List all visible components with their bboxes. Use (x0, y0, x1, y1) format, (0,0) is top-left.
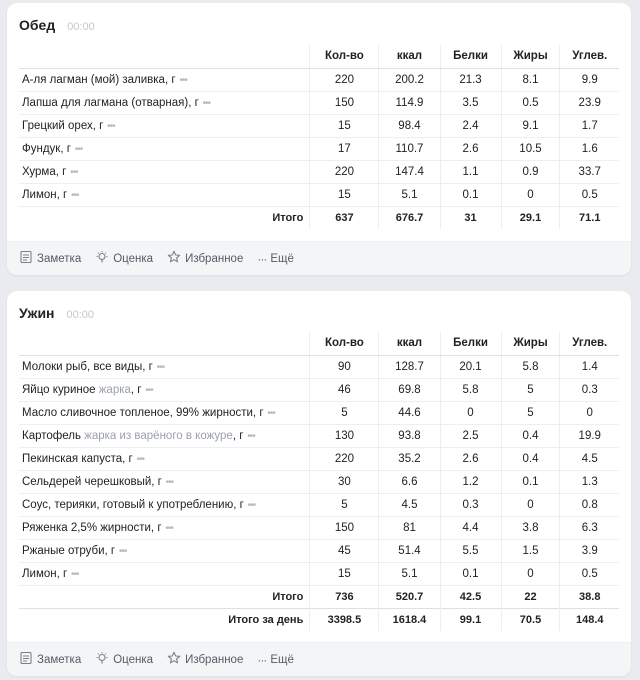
cell-protein: 2.6 (440, 447, 501, 470)
table-row[interactable] (19, 160, 619, 183)
column-header-fat: Жиры (501, 45, 560, 68)
note-icon (19, 250, 33, 267)
cell-protein: 20.1 (440, 355, 501, 378)
total-row-carbs: 38.8 (560, 585, 619, 608)
cell-kcal: 35.2 (379, 447, 440, 470)
rating-button[interactable] (95, 250, 153, 267)
cell-kcal: 44.6 (379, 401, 440, 424)
cell-fat: 10.5 (501, 137, 560, 160)
more-button[interactable] (257, 252, 294, 266)
cell-carbs: 0.5 (560, 562, 619, 585)
column-header-protein: Белки (440, 45, 501, 68)
cell-qty[interactable]: 150 (310, 91, 379, 114)
food-name-cell[interactable] (19, 470, 310, 493)
lightbulb-icon (95, 250, 109, 267)
cell-carbs: 0.8 (560, 493, 619, 516)
cell-protein: 4.4 (440, 516, 501, 539)
more-label: Ещё (270, 653, 294, 666)
cell-carbs: 19.9 (560, 424, 619, 447)
cell-fat: 0.4 (501, 424, 560, 447)
column-header-name (19, 332, 310, 355)
rating-button[interactable] (95, 651, 153, 668)
cell-protein: 2.4 (440, 114, 501, 137)
ellipsis-icon: ··· (257, 251, 267, 266)
favorite-label: Избранное (185, 252, 244, 265)
meal-actions (7, 241, 631, 275)
favorite-button[interactable] (167, 250, 243, 267)
cell-qty[interactable]: 5 (310, 493, 379, 516)
food-name-cell[interactable] (19, 91, 310, 114)
total-row (19, 206, 619, 229)
cell-carbs: 23.9 (560, 91, 619, 114)
day-total-row-qty: 3398.5 (310, 608, 379, 631)
cell-fat: 5 (501, 378, 560, 401)
item-menu-dots-icon[interactable]: ••• (177, 74, 187, 86)
cell-kcal: 5.1 (379, 183, 440, 206)
favorite-button[interactable] (167, 651, 243, 668)
cell-carbs: 33.7 (560, 160, 619, 183)
cell-qty[interactable]: 30 (310, 470, 379, 493)
cell-kcal: 93.8 (379, 424, 440, 447)
cell-qty[interactable]: 220 (310, 68, 379, 91)
more-button[interactable] (257, 653, 294, 667)
food-name: Хурма, г (22, 165, 67, 178)
cell-kcal: 5.1 (379, 562, 440, 585)
cell-kcal: 98.4 (379, 114, 440, 137)
more-label: Ещё (270, 252, 294, 265)
table-row[interactable] (19, 114, 619, 137)
cell-fat: 8.1 (501, 68, 560, 91)
cell-qty[interactable]: 15 (310, 562, 379, 585)
cell-kcal: 51.4 (379, 539, 440, 562)
total-row-label: Итого (272, 590, 304, 603)
cell-protein: 0.1 (440, 562, 501, 585)
cell-fat: 0.1 (501, 470, 560, 493)
day-total-row-label: Итого за день (19, 608, 310, 631)
star-icon (167, 651, 181, 668)
cell-carbs: 0.3 (560, 378, 619, 401)
favorite-label: Избранное (185, 653, 244, 666)
unit-suffix: , г (232, 429, 244, 442)
table-header-row (19, 332, 619, 355)
column-header-fat: Жиры (501, 332, 560, 355)
food-name-cell[interactable] (19, 183, 310, 206)
day-total-row (19, 608, 619, 631)
cell-carbs: 3.9 (560, 539, 619, 562)
food-name-cell[interactable] (19, 68, 310, 91)
food-table (19, 45, 619, 229)
cell-protein: 3.5 (440, 91, 501, 114)
column-header-qty: Кол-во (310, 45, 379, 68)
food-name: Лимон, г (22, 567, 68, 580)
cell-protein: 1.1 (440, 160, 501, 183)
food-name-cell[interactable] (19, 424, 310, 447)
cell-qty[interactable]: 15 (310, 183, 379, 206)
total-row-carbs: 71.1 (560, 206, 619, 229)
food-name-cell[interactable] (19, 516, 310, 539)
food-name-cell[interactable] (19, 160, 310, 183)
star-icon (167, 250, 181, 267)
item-menu-dots-icon[interactable]: ••• (265, 407, 275, 419)
total-row-kcal: 676.7 (379, 206, 440, 229)
food-name: Масло сливочное топленое, 99% жирности, г (22, 406, 264, 419)
cell-fat: 0.4 (501, 447, 560, 470)
item-menu-dots-icon[interactable]: ••• (72, 143, 83, 155)
food-name: Грецкий орех, г (22, 119, 104, 132)
item-menu-dots-icon[interactable]: ••• (134, 453, 144, 465)
total-row-fat: 22 (501, 585, 560, 608)
meal-header (19, 305, 94, 321)
cell-fat: 5.8 (501, 355, 560, 378)
meal-time[interactable]: 00:00 (66, 309, 95, 321)
ellipsis-icon: ··· (257, 652, 267, 667)
note-button[interactable] (19, 651, 81, 668)
food-name: Соус, терияки, готовый к употреблению, г (22, 498, 244, 511)
cell-carbs: 4.5 (560, 447, 619, 470)
food-name-cell[interactable] (19, 539, 310, 562)
cell-qty[interactable]: 130 (310, 424, 379, 447)
cell-kcal: 6.6 (379, 470, 440, 493)
cooking-method: жарка из варёного в кожуре (84, 429, 233, 442)
item-menu-dots-icon[interactable]: ••• (163, 522, 173, 534)
table-row[interactable] (19, 355, 619, 378)
table-row[interactable] (19, 424, 619, 447)
table-header-row (19, 45, 619, 68)
total-row-fat: 29.1 (501, 206, 560, 229)
cell-fat: 9.1 (501, 114, 560, 137)
cell-kcal: 81 (379, 516, 440, 539)
food-name-cell[interactable] (19, 447, 310, 470)
food-name-cell[interactable] (19, 493, 310, 516)
cell-carbs: 1.4 (560, 355, 619, 378)
total-row (19, 585, 619, 608)
rating-label: Оценка (113, 252, 154, 265)
unit-suffix: , г (130, 383, 142, 396)
item-menu-dots-icon[interactable]: ••• (68, 166, 78, 178)
total-row-protein: 31 (440, 206, 501, 229)
cell-kcal: 200.2 (379, 68, 440, 91)
cell-qty[interactable]: 17 (310, 137, 379, 160)
cell-fat: 0 (501, 562, 560, 585)
food-rows (19, 68, 619, 229)
total-row-protein: 42.5 (440, 585, 501, 608)
cell-fat: 1.5 (501, 539, 560, 562)
cell-kcal: 110.7 (379, 137, 440, 160)
total-row-label: Итого (272, 211, 304, 224)
table-row[interactable] (19, 470, 619, 493)
item-menu-dots-icon[interactable]: ••• (105, 120, 115, 132)
cell-fat: 0 (501, 183, 560, 206)
cooking-method: жарка (98, 383, 131, 396)
column-header-qty: Кол-во (310, 332, 379, 355)
food-rows (19, 355, 619, 631)
lightbulb-icon (95, 651, 109, 668)
table-row[interactable] (19, 539, 619, 562)
cell-protein: 5.8 (440, 378, 501, 401)
cell-fat: 0 (501, 493, 560, 516)
food-name: А-ля лагман (мой) заливка, г (22, 73, 176, 86)
food-name: Яйцо куриное (22, 383, 96, 396)
day-total-row-carbs: 148.4 (560, 608, 619, 631)
cell-protein: 0 (440, 401, 501, 424)
day-total-row-fat: 70.5 (501, 608, 560, 631)
total-row-kcal: 520.7 (379, 585, 440, 608)
table-row[interactable] (19, 516, 619, 539)
cell-fat: 3.8 (501, 516, 560, 539)
food-name-cell[interactable] (19, 562, 310, 585)
rating-label: Оценка (113, 653, 154, 666)
cell-qty[interactable]: 90 (310, 355, 379, 378)
item-menu-dots-icon[interactable]: ••• (117, 545, 127, 557)
meal-card-lunch (7, 3, 631, 275)
food-name: Ряженка 2,5% жирности, г (22, 521, 162, 534)
cell-qty[interactable]: 5 (310, 401, 379, 424)
item-menu-dots-icon[interactable]: ••• (154, 361, 165, 373)
cell-qty[interactable]: 150 (310, 516, 379, 539)
cell-protein: 2.6 (440, 137, 501, 160)
table-row[interactable] (19, 493, 619, 516)
item-menu-dots-icon[interactable]: ••• (143, 384, 153, 396)
meal-time[interactable]: 00:00 (67, 21, 95, 33)
item-menu-dots-icon[interactable]: ••• (69, 568, 79, 580)
cell-kcal: 4.5 (379, 493, 440, 516)
food-name: Ржаные отруби, г (22, 544, 116, 557)
cell-carbs: 0.5 (560, 183, 619, 206)
food-name-cell[interactable] (19, 355, 310, 378)
cell-protein: 2.5 (440, 424, 501, 447)
table-row[interactable] (19, 183, 619, 206)
column-header-carbs: Углев. (560, 332, 619, 355)
cell-qty[interactable]: 15 (310, 114, 379, 137)
column-header-kcal: ккал (379, 45, 440, 68)
item-menu-dots-icon[interactable]: ••• (245, 499, 256, 511)
cell-carbs: 1.6 (560, 137, 619, 160)
column-header-kcal: ккал (379, 332, 440, 355)
food-table (19, 332, 619, 631)
cell-carbs: 9.9 (560, 68, 619, 91)
cell-fat: 0.5 (501, 91, 560, 114)
cell-fat: 0.9 (501, 160, 560, 183)
meal-title: Ужин (19, 305, 55, 321)
cell-carbs: 1.7 (560, 114, 619, 137)
cell-qty[interactable]: 46 (310, 378, 379, 401)
column-header-name (19, 45, 310, 68)
note-button[interactable] (19, 250, 81, 267)
food-name: Картофель (22, 429, 81, 442)
cell-qty[interactable]: 45 (310, 539, 379, 562)
table-row[interactable] (19, 447, 619, 470)
food-name: Лапша для лагмана (отварная), г (22, 96, 199, 109)
food-name-cell[interactable] (19, 137, 310, 160)
day-total-row-kcal: 1618.4 (379, 608, 440, 631)
note-icon (19, 651, 33, 668)
item-menu-dots-icon[interactable]: ••• (69, 189, 79, 201)
column-header-carbs: Углев. (560, 45, 619, 68)
item-menu-dots-icon[interactable]: ••• (200, 97, 211, 109)
food-name: Сельдерей черешковый, г (22, 475, 162, 488)
column-header-protein: Белки (440, 332, 501, 355)
food-name-cell[interactable] (19, 114, 310, 137)
cell-fat: 5 (501, 401, 560, 424)
food-name-cell[interactable] (19, 401, 310, 424)
item-menu-dots-icon[interactable]: ••• (245, 430, 255, 442)
table-row[interactable] (19, 562, 619, 585)
table-row[interactable] (19, 91, 619, 114)
note-label: Заметка (37, 653, 82, 666)
table-row[interactable] (19, 378, 619, 401)
total-row-qty: 736 (310, 585, 379, 608)
cell-protein: 0.3 (440, 493, 501, 516)
food-name: Пекинская капуста, г (22, 452, 133, 465)
cell-carbs: 0 (560, 401, 619, 424)
cell-protein: 21.3 (440, 68, 501, 91)
cell-protein: 1.2 (440, 470, 501, 493)
table-row[interactable] (19, 137, 619, 160)
meal-title: Обед (19, 17, 56, 33)
meal-header (19, 17, 95, 33)
cell-protein: 5.5 (440, 539, 501, 562)
cell-kcal: 114.9 (379, 91, 440, 114)
cell-kcal: 128.7 (379, 355, 440, 378)
note-label: Заметка (37, 252, 82, 265)
cell-protein: 0.1 (440, 183, 501, 206)
cell-carbs: 1.3 (560, 470, 619, 493)
total-row-qty: 637 (310, 206, 379, 229)
item-menu-dots-icon[interactable]: ••• (163, 476, 174, 488)
cell-kcal: 69.8 (379, 378, 440, 401)
food-name-cell[interactable] (19, 378, 310, 401)
food-name: Лимон, г (22, 188, 68, 201)
day-total-row-protein: 99.1 (440, 608, 501, 631)
meal-actions (7, 642, 631, 676)
cell-qty[interactable]: 220 (310, 447, 379, 470)
food-name: Молоки рыб, все виды, г (22, 360, 153, 373)
cell-carbs: 6.3 (560, 516, 619, 539)
cell-qty[interactable]: 220 (310, 160, 379, 183)
table-row[interactable] (19, 401, 619, 424)
table-row[interactable] (19, 68, 619, 91)
cell-kcal: 147.4 (379, 160, 440, 183)
meal-card-dinner (7, 291, 631, 676)
food-name: Фундук, г (22, 142, 71, 155)
